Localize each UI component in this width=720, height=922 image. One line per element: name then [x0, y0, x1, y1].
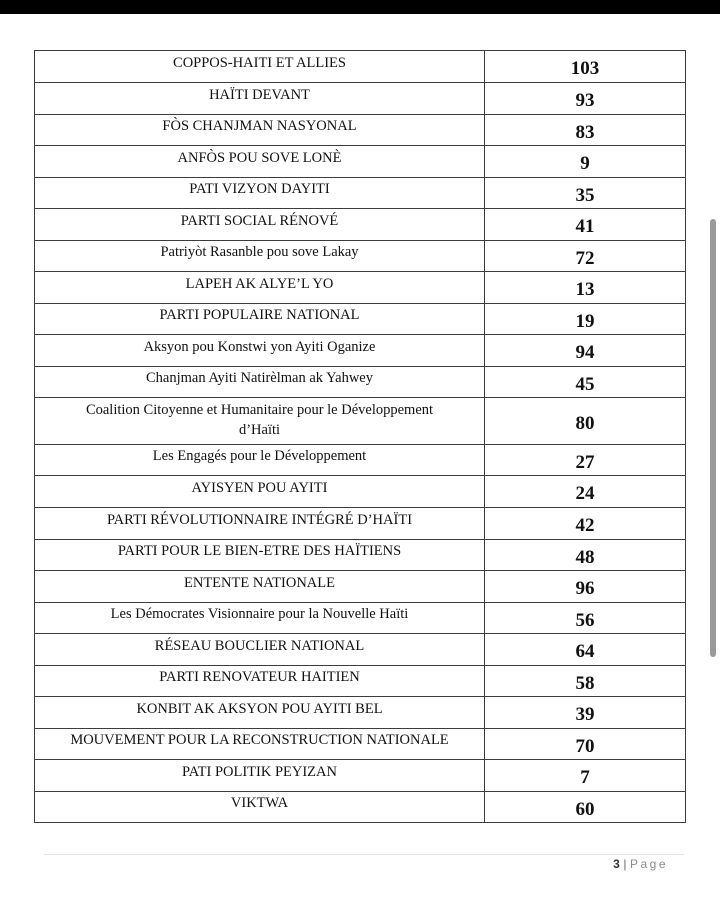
- party-count: 70: [575, 735, 595, 757]
- party-name: MOUVEMENT POUR LA RECONSTRUCTION NATIONALE: [70, 732, 449, 748]
- table-row: [35, 666, 686, 697]
- party-count: 45: [575, 373, 595, 395]
- party-count-cell: [485, 272, 686, 304]
- party-name-cell: [35, 476, 485, 508]
- table-row: [35, 241, 686, 272]
- party-name-cell: [35, 335, 485, 367]
- party-name: PARTI POUR LE BIEN-ETRE DES HAÏTIENS: [117, 543, 402, 559]
- table-row: [35, 51, 686, 83]
- party-name-line: Coalition Citoyenne et Humanitaire pour le Développement: [85, 402, 434, 418]
- party-count-cell: [485, 209, 686, 241]
- party-name-cell: [35, 367, 485, 398]
- party-count-cell: [485, 335, 686, 367]
- party-name: COPPOS-HAITI ET ALLIES: [173, 54, 346, 71]
- party-count-cell: [485, 634, 686, 666]
- party-count-cell: [485, 51, 686, 83]
- party-name: [35, 400, 484, 440]
- table-row: [35, 760, 686, 792]
- table-row: [35, 178, 686, 209]
- party-count: 24: [575, 483, 595, 504]
- table-row: [35, 508, 686, 540]
- party-name: LAPEH AK ALYE’L YO: [185, 275, 334, 292]
- vertical-scrollbar[interactable]: [706, 14, 720, 922]
- party-name-cell: [35, 697, 485, 729]
- table-row: [35, 476, 686, 508]
- party-count: 56: [575, 609, 595, 631]
- party-count-cell: [485, 508, 686, 540]
- party-name: ANFÒS POU SOVE LONÈ: [177, 149, 342, 166]
- table-row: [35, 83, 686, 115]
- party-name: Les Engagés pour le Développement: [152, 448, 367, 464]
- party-count-cell: [485, 178, 686, 209]
- party-name-cell: [35, 178, 485, 209]
- party-name-cell: [35, 571, 485, 603]
- party-table: [34, 50, 686, 823]
- party-name: PARTI RENOVATEUR HAITIEN: [159, 669, 360, 685]
- party-name: FÒS CHANJMAN NASYONAL: [162, 118, 357, 134]
- party-count: 13: [575, 279, 595, 300]
- party-name: Les Démocrates Visionnaire pour la Nouvelle Haïti: [110, 606, 409, 622]
- party-count: 58: [575, 672, 595, 694]
- party-count: 64: [575, 641, 595, 662]
- party-count: 60: [575, 798, 595, 820]
- party-count-cell: [485, 792, 686, 823]
- party-name: AYISYEN POU AYITI: [191, 479, 328, 496]
- top-bar: [0, 0, 720, 14]
- party-name: KONBIT AK AKSYON POU AYITI BEL: [136, 700, 383, 717]
- party-count-cell: [485, 571, 686, 603]
- party-name-cell: [35, 445, 485, 476]
- party-name: RÉSEAU BOUCLIER NATIONAL: [154, 637, 365, 654]
- table-row: [35, 634, 686, 666]
- party-name: HAÏTI DEVANT: [209, 86, 310, 103]
- party-name-line: d’Haïti: [238, 422, 281, 438]
- party-count: 72: [575, 247, 595, 269]
- party-count-cell: [485, 146, 686, 178]
- party-name: ENTENTE NATIONALE: [183, 574, 335, 591]
- table-row: [35, 697, 686, 729]
- party-count-cell: [485, 398, 686, 445]
- party-count-cell: [485, 241, 686, 272]
- table-row: [35, 367, 686, 398]
- party-count: 39: [575, 704, 595, 725]
- party-name-cell: [35, 115, 485, 146]
- table-row: [35, 272, 686, 304]
- table-row: [35, 398, 686, 445]
- party-count-cell: [485, 445, 686, 476]
- party-count: 27: [575, 451, 595, 473]
- party-name: PARTI SOCIAL RÉNOVÉ: [180, 212, 339, 229]
- table-row: [35, 603, 686, 634]
- party-name: PARTI RÉVOLUTIONNAIRE INTÉGRÉ D’HAÏTI: [106, 511, 413, 528]
- party-name-cell: [35, 209, 485, 241]
- party-count: 41: [575, 216, 595, 237]
- party-name-cell: [35, 666, 485, 697]
- footer-divider: [44, 854, 684, 855]
- party-name-cell: [35, 83, 485, 115]
- party-name-cell: [35, 272, 485, 304]
- party-count-cell: [485, 115, 686, 146]
- page-footer: [613, 857, 668, 871]
- table-row: [35, 209, 686, 241]
- party-count-cell: [485, 540, 686, 571]
- party-count-cell: [485, 697, 686, 729]
- party-name: Patriyòt Rasanble pou sove Lakay: [160, 244, 359, 260]
- party-name-cell: [35, 634, 485, 666]
- party-count: 83: [575, 121, 595, 143]
- party-name-cell: [35, 603, 485, 634]
- party-count: 42: [575, 515, 595, 536]
- party-count: 19: [575, 310, 595, 332]
- table-row: [35, 304, 686, 335]
- party-count: 80: [575, 412, 595, 434]
- party-name-cell: [35, 51, 485, 83]
- party-name: Chanjman Ayiti Natirèlman ak Yahwey: [145, 370, 373, 386]
- scrollbar-thumb[interactable]: [710, 219, 716, 657]
- page-separator: |: [623, 857, 627, 871]
- party-name-cell: [35, 792, 485, 823]
- party-count: 7: [580, 767, 590, 788]
- party-count: 35: [575, 184, 595, 206]
- party-count-cell: [485, 367, 686, 398]
- party-name-cell: [35, 304, 485, 335]
- party-count: 9: [580, 153, 590, 174]
- table-row: [35, 115, 686, 146]
- page-number: 3: [613, 857, 621, 871]
- table-row: [35, 335, 686, 367]
- party-count: 48: [575, 546, 595, 568]
- party-name: PARTI POPULAIRE NATIONAL: [159, 307, 360, 323]
- party-name-cell: [35, 729, 485, 760]
- party-name-cell: [35, 146, 485, 178]
- table-row: [35, 729, 686, 760]
- party-name-cell: [35, 540, 485, 571]
- party-count: 103: [570, 58, 600, 79]
- table-row: [35, 445, 686, 476]
- party-count-cell: [485, 666, 686, 697]
- table-row: [35, 146, 686, 178]
- party-name: VIKTWA: [230, 795, 289, 811]
- table-row: [35, 792, 686, 823]
- party-count: 96: [575, 578, 595, 599]
- party-count-cell: [485, 83, 686, 115]
- party-count-cell: [485, 603, 686, 634]
- party-name-cell: [35, 508, 485, 540]
- party-count-cell: [485, 304, 686, 335]
- party-count-cell: [485, 476, 686, 508]
- page-label: Page: [629, 857, 668, 871]
- party-name-cell: [35, 760, 485, 792]
- party-name-cell: [35, 241, 485, 272]
- party-count: 93: [575, 90, 595, 111]
- party-name: Aksyon pou Konstwi yon Ayiti Oganize: [143, 338, 376, 355]
- party-name: PATI POLITIK PEYIZAN: [182, 763, 337, 780]
- party-name: PATI VIZYON DAYITI: [189, 181, 330, 197]
- party-count-cell: [485, 760, 686, 792]
- party-count: 94: [575, 342, 595, 363]
- table-row: [35, 540, 686, 571]
- party-count-cell: [485, 729, 686, 760]
- party-name-cell: [35, 398, 485, 445]
- table-row: [35, 571, 686, 603]
